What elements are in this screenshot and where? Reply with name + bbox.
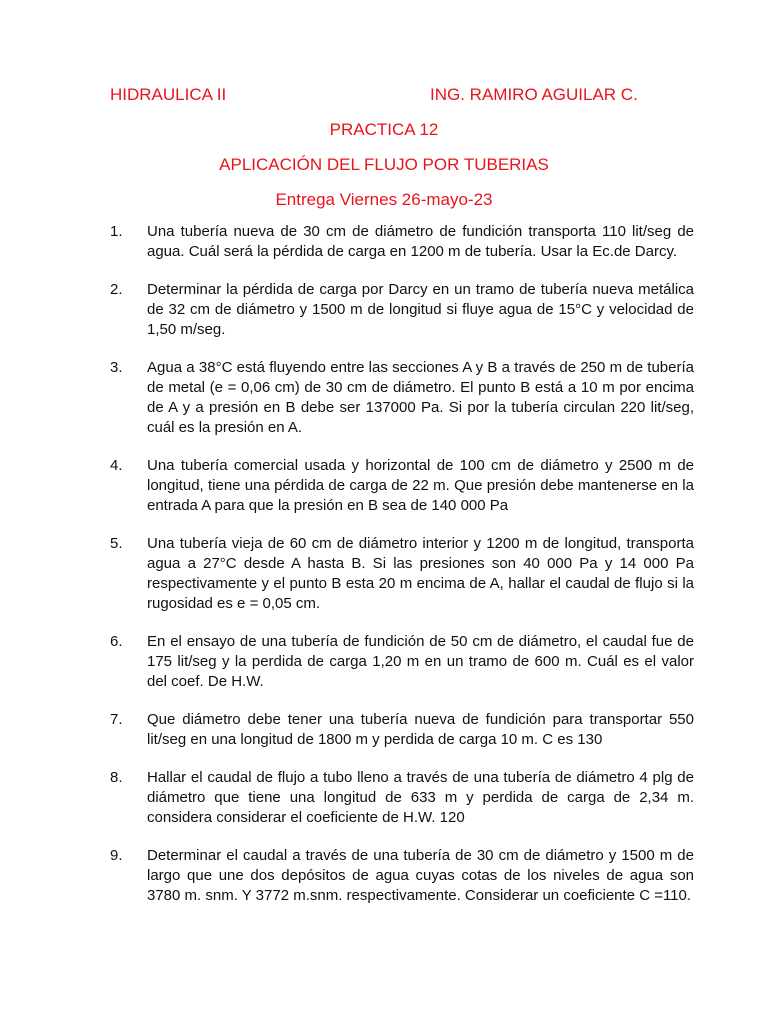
problem-item	[110, 456, 694, 516]
problem-text: Una tubería nueva de 30 cm de diámetro de fundición transporta 110 lit/seg de agua. Cuál será la pérdida de carga en 1200 m de tubería. Usar la Ec.de Darcy.	[147, 223, 694, 260]
problem-number: 6.	[110, 633, 123, 650]
problem-text: En el ensayo de una tubería de fundición de 50 cm de diámetro, el caudal fue de 175 lit/seg y la perdida de carga 1,20 m en un tramo de 600 m. Cuál es el valor del coef. De H.W.	[147, 633, 694, 690]
instructor-name: ING. RAMIRO AGUILAR C.	[430, 85, 638, 104]
problem-item	[110, 768, 694, 828]
problem-number: 7.	[110, 711, 123, 728]
problem-item	[110, 534, 694, 614]
problem-number: 5.	[110, 535, 123, 552]
problem-text: Agua a 38°C está fluyendo entre las secciones A y B a través de 250 m de tubería de metal (e = 0,06 cm) de 30 cm de diámetro. El punto B está a 10 m por encima de A y a presión en B debe ser 137000 Pa. Si por la tubería circulan 220 lit/seg, cuál es la presión en A.	[147, 359, 694, 436]
problem-item	[110, 280, 694, 340]
course-name: HIDRAULICA II	[110, 85, 227, 104]
problem-number: 3.	[110, 359, 123, 376]
problem-number: 4.	[110, 457, 123, 474]
problem-list	[0, 222, 768, 924]
practice-title: PRACTICA 12	[329, 120, 439, 139]
problem-text: Una tubería vieja de 60 cm de diámetro interior y 1200 m de longitud, transporta agua a 27°C desde A hasta B. Si las presiones son 40 000 Pa y 14 000 Pa respectivamente y el punto B esta 20 m encima de A, hallar el caudal de flujo si la rugosidad es e = 0,05 cm.	[147, 535, 694, 612]
due-date: Entrega Viernes 26-mayo-23	[275, 190, 493, 209]
problem-text: Que diámetro debe tener una tubería nueva de fundición para transportar 550 lit/seg en una longitud de 1800 m y perdida de carga 10 m. C es 130	[147, 711, 694, 748]
problem-text: Determinar la pérdida de carga por Darcy en un tramo de tubería nueva metálica de 32 cm de diámetro y 1500 m de longitud si fluye agua de 15°C y velocidad de 1,50 m/seg.	[147, 281, 694, 338]
problem-number: 2.	[110, 281, 123, 298]
problem-text: Una tubería comercial usada y horizontal de 100 cm de diámetro y 2500 m de longitud, tiene una pérdida de carga de 22 m. Que presión debe mantenerse en la entrada A para que la presión en B sea de 140 000 Pa	[147, 457, 694, 514]
problem-text: Hallar el caudal de flujo a tubo lleno a través de una tubería de diámetro 4 plg de diámetro que tiene una longitud de 633 m y perdida de carga de 2,34 m. considera considerar el coeficiente de H.W. 120	[147, 769, 694, 826]
problem-item	[110, 222, 694, 262]
problem-number: 8.	[110, 769, 123, 786]
problem-item	[110, 358, 694, 438]
problem-number: 9.	[110, 847, 123, 864]
problem-item	[110, 710, 694, 750]
problem-number: 1.	[110, 223, 123, 240]
problem-item	[110, 632, 694, 692]
problem-text: Determinar el caudal a través de una tubería de 30 cm de diámetro y 1500 m de largo que une dos depósitos de agua cuyas cotas de los niveles de agua son 3780 m. snm. Y 3772 m.snm. respectivamente. Considerar un coeficiente C =110.	[147, 847, 694, 904]
problem-item	[110, 846, 694, 906]
topic-title: APLICACIÓN DEL FLUJO POR TUBERIAS	[219, 155, 549, 174]
